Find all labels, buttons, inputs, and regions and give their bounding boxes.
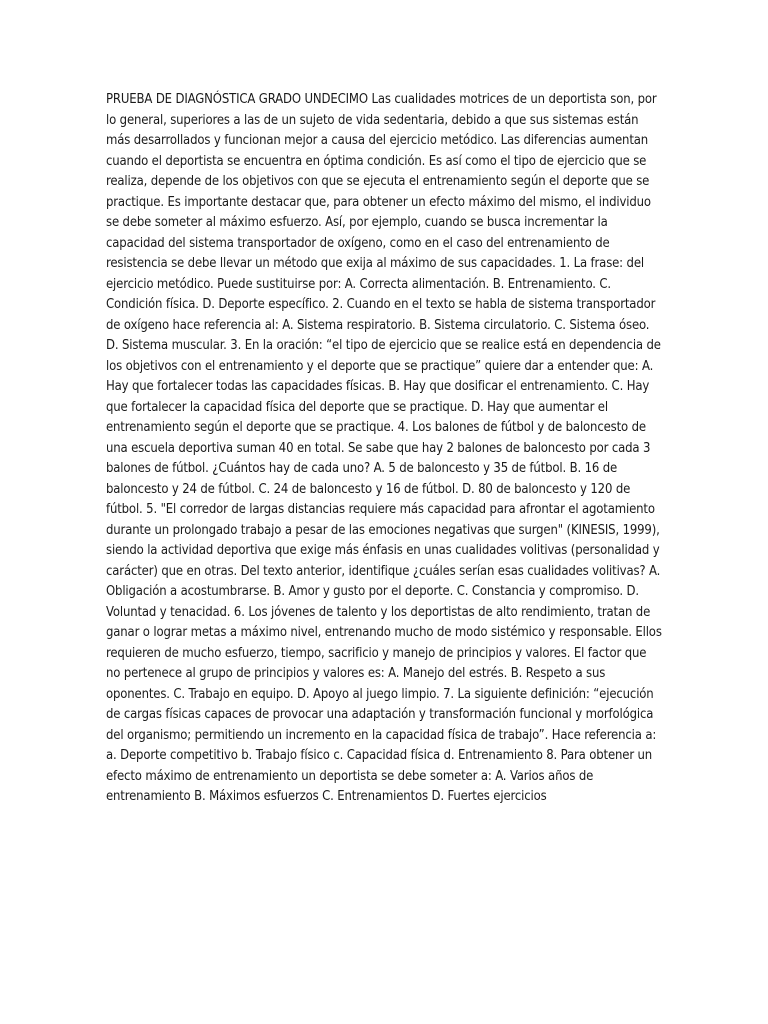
- document-body-text: PRUEBA DE DIAGNÓSTICA GRADO UNDECIMO Las cualidades motrices de un deportista son, por lo general, superiores a las de un sujeto de vida sedentaria, debido a que sus sistemas están más desarrollados y funcionan mejor a causa del ejercicio metódico. Las diferencias aumentan cuando el deportista se encuentra en óptima condición. Es así como el tipo de ejercicio que se realiza, depende de los objetivos con que se ejecuta el entrenamiento según el deporte que se practique. Es importante destacar que, para obtener un efecto máximo del mismo, el individuo se debe someter al máximo esfuerzo. Así, por ejemplo, cuando se busca incrementar la capacidad del sistema transportador de oxígeno, como en el caso del entrenamiento de resistencia se debe llevar un método que exija al máximo de sus capacidades. 1. La frase: del ejercicio metódico. Puede sustituirse por: A. Correcta alimentación. B. Entrenamiento. C. Condición física. D. Deporte específico. 2. Cuando en el texto se habla de sistema transportador de oxígeno hace referencia al: A. Sistema respiratorio. B. Sistema circulatorio. C. Sistema óseo. D. Sistema muscular. 3. En la oración: “el tipo de ejercicio que se realice está en dependencia de los objetivos con el entrenamiento y el deporte que se practique” quiere dar a entender que: A. Hay que fortalecer todas las capacidades físicas. B. Hay que dosificar el entrenamiento. C. Hay que fortalecer la capacidad física del deporte que se practique. D. Hay que aumentar el entrenamiento según el deporte que se practique. 4. Los balones de fútbol y de baloncesto de una escuela deportiva suman 40 en total. Se sabe que hay 2 balones de baloncesto por cada 3 balones de fútbol. ¿Cuántos hay de cada uno? A. 5 de baloncesto y 35 de fútbol. B. 16 de baloncesto y 24 de fútbol. C. 24 de baloncesto y 16 de fútbol. D. 80 de baloncesto y 120 de fútbol. 5. "El corredor de largas distancias requiere más capacidad para afrontar el agotamiento durante un prolongado trabajo a pesar de las emociones negativas que surgen" (KINESIS, 1999), siendo la actividad deportiva que exige más énfasis en unas cualidades volitivas (personalidad y carácter) que en otras. Del texto anterior, identifique ¿cuáles serían esas cualidades volitivas? A. Obligación a acostumbrarse. B. Amor y gusto por el deporte. C. Constancia y compromiso. D. Voluntad y tenacidad. 6. Los jóvenes de talento y los deportistas de alto rendimiento, tratan de ganar o lograr metas a máximo nivel, entrenando mucho de modo sistémico y responsable. Ellos requieren de mucho esfuerzo, tiempo, sacrificio y manejo de principios y valores. El factor que no pertenece al grupo de principios y valores es: A. Manejo del estrés. B. Respeto a sus oponentes. C. Trabajo en equipo. D. Apoyo al juego limpio. 7. La siguiente definición: “ejecución de cargas físicas capaces de provocar una adaptación y transformación funcional y morfológica del organismo; permitiendo un incremento en la capacidad física de trabajo”. Hace referencia a: a. Deporte competitivo b. Trabajo físico c. Capacidad física d. Entrenamiento 8. Para obtener un efecto máximo de entrenamiento un deportista se debe someter a: A. Varios años de entrenamiento B. Máximos esfuerzos C. Entrenamientos D. Fuertes ejercicios: [106, 92, 662, 804]
